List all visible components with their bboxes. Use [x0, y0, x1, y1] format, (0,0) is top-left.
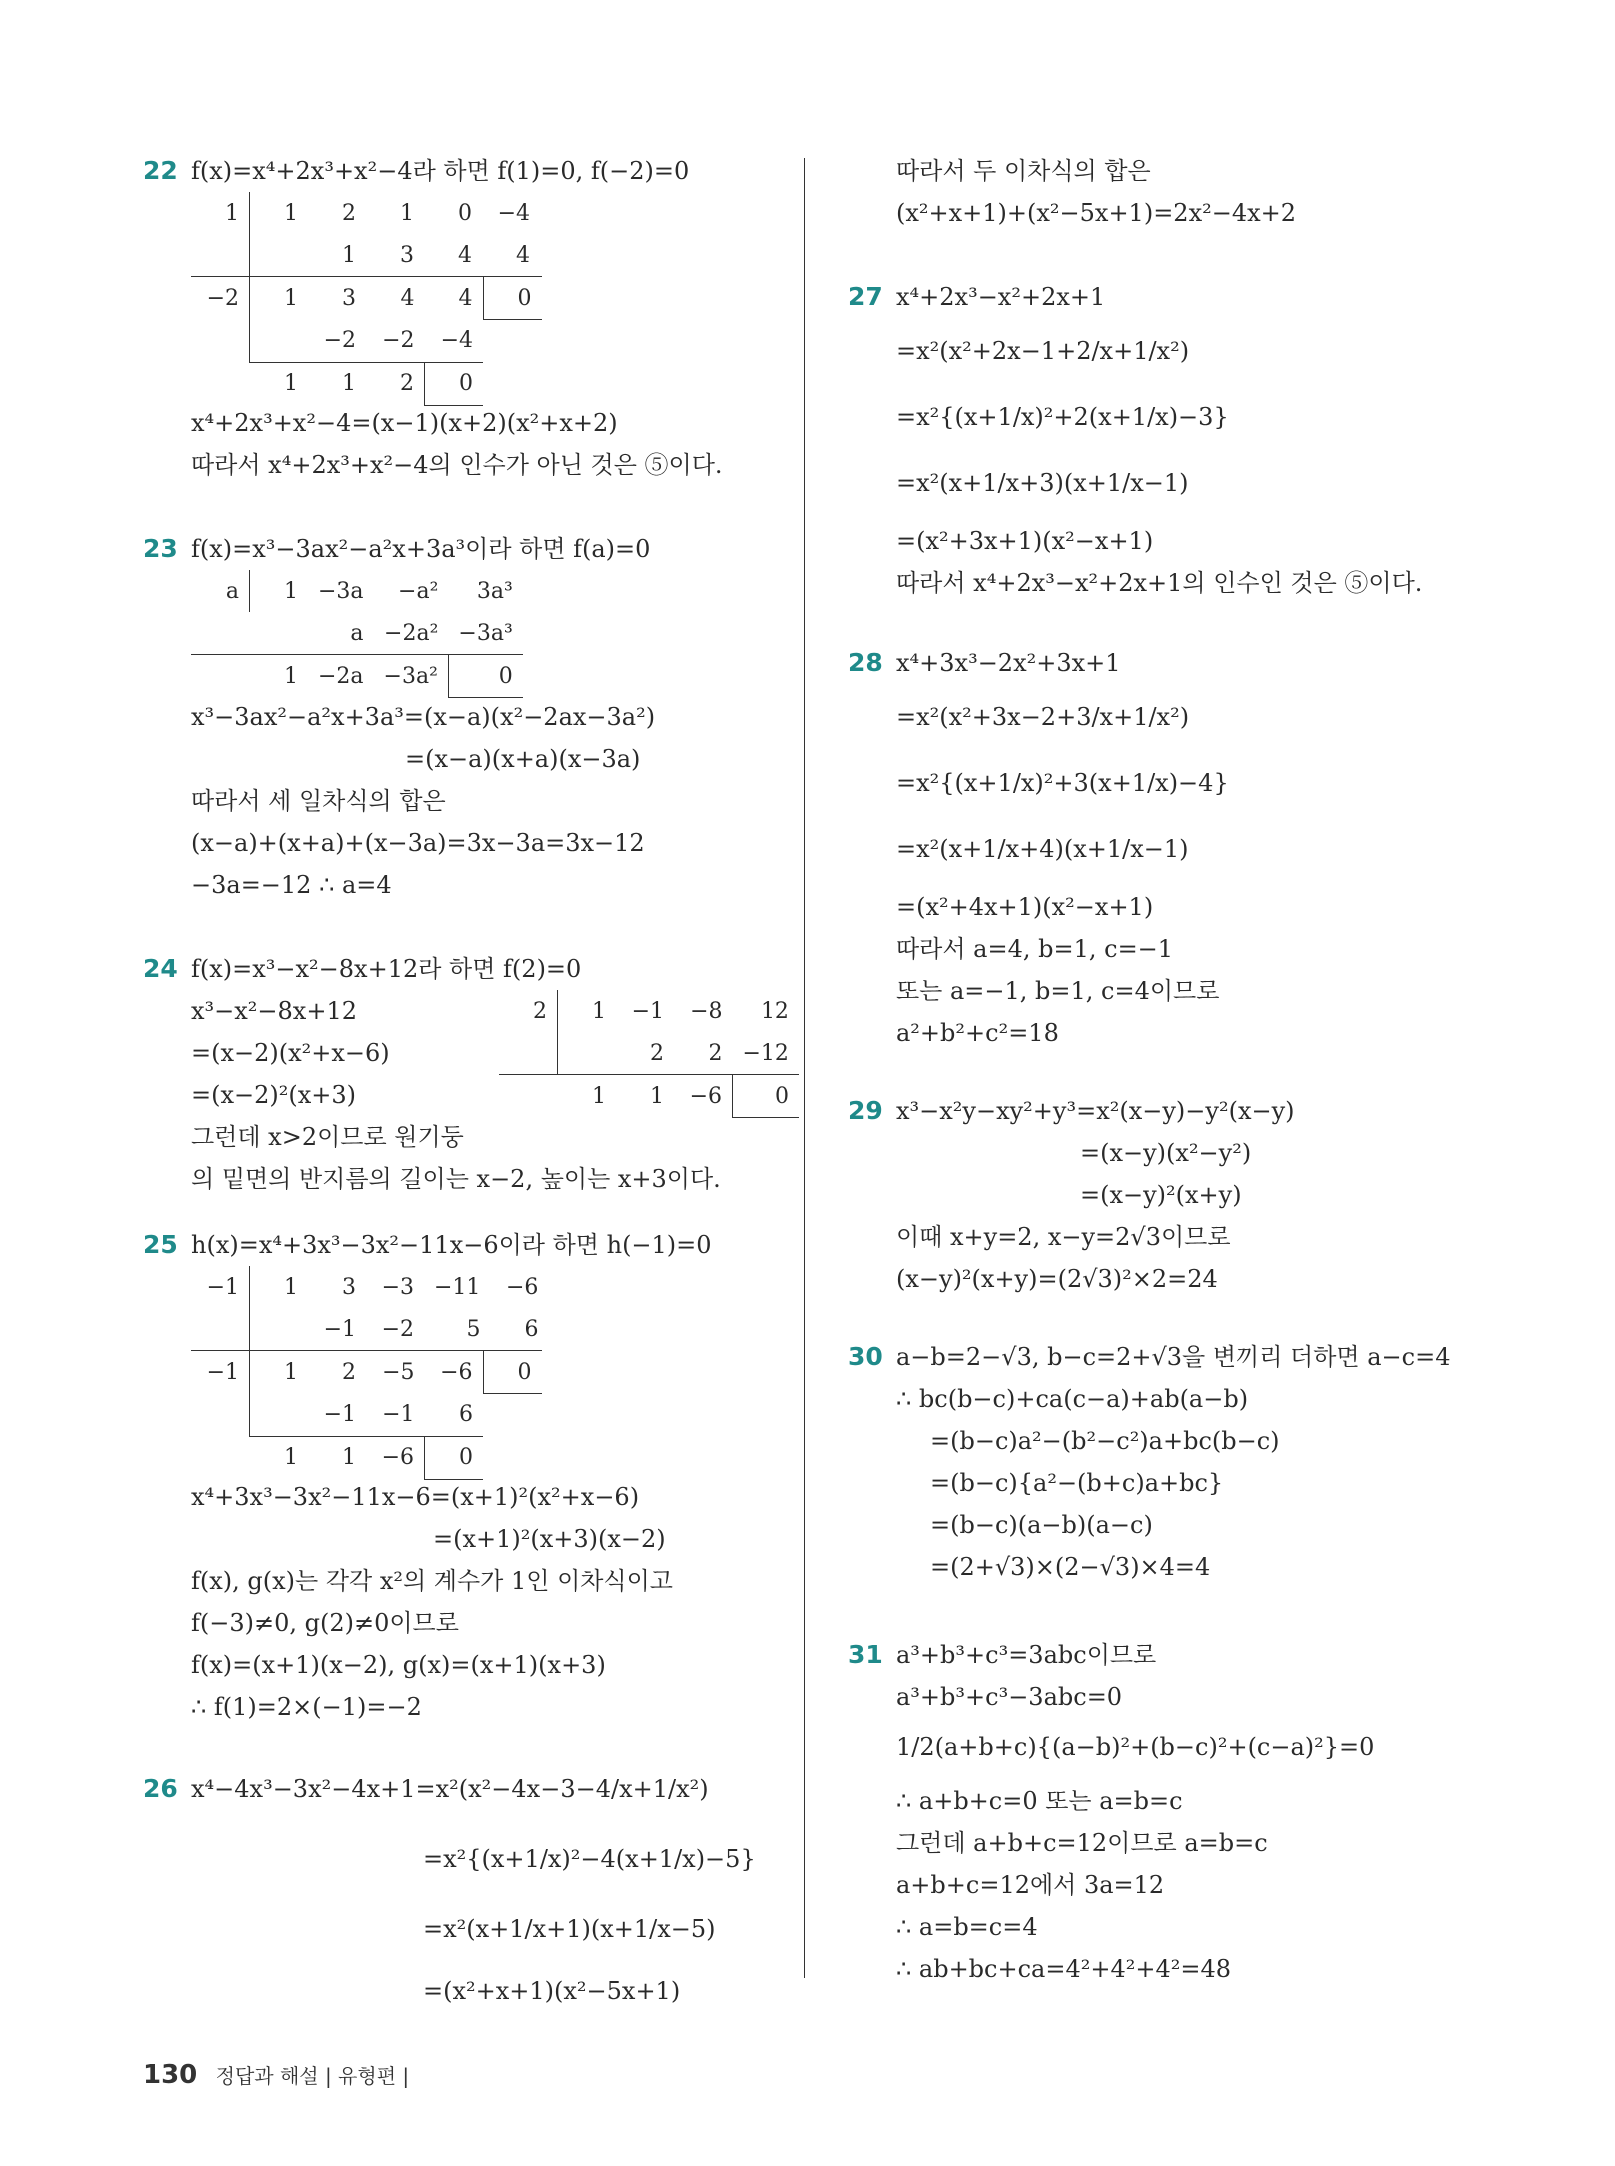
p31-line1: a³+b³+c³=3abc이므로	[896, 1641, 1157, 1669]
p23-line6: −3a=−12 ∴ a=4	[191, 871, 392, 899]
p31-line2: a³+b³+c³−3abc=0	[896, 1683, 1123, 1711]
p29-line5: (x−y)²(x+y)=(2√3)²×2=24	[896, 1265, 1218, 1293]
column-divider	[804, 158, 805, 1978]
p22-synthetic-division-1: 1 1 2 1 0 −4 1 3 4 4	[191, 192, 540, 276]
p23-line2: x³−3ax²−a²x+3a³=(x−a)(x²−2ax−3a²)	[191, 703, 656, 731]
p23-line3: =(x−a)(x+a)(x−3a)	[405, 745, 641, 773]
p31-line8: ∴ ab+bc+ca=4²+4²+4²=48	[896, 1955, 1231, 1983]
p31-line5: 그런데 a+b+c=12이므로 a=b=c	[896, 1829, 1268, 1857]
problem-number-29: 29	[848, 1096, 883, 1125]
p29-line1: x³−x²y−xy²+y³=x²(x−y)−y²(x−y)	[896, 1097, 1295, 1125]
p27-line6: 따라서 x⁴+2x³−x²+2x+1의 인수인 것은 ⑤이다.	[896, 569, 1423, 597]
p22-line2: x⁴+2x³+x²−4=(x−1)(x+2)(x²+x+2)	[191, 409, 618, 437]
p26-line2: =x²{(x+1/x)²−4(x+1/x)−5}	[423, 1845, 756, 1873]
problem-number-22: 22	[143, 156, 178, 185]
problem-number-25: 25	[143, 1230, 178, 1259]
p25-line7: ∴ f(1)=2×(−1)=−2	[191, 1693, 422, 1721]
p26-line4: =(x²+x+1)(x²−5x+1)	[423, 1977, 681, 2005]
r26-line1: 따라서 두 이차식의 합은	[896, 157, 1151, 185]
p25-line3: =(x+1)²(x+3)(x−2)	[433, 1525, 666, 1553]
p24-line1: f(x)=x³−x²−8x+12라 하면 f(2)=0	[191, 955, 582, 983]
p31-line4: ∴ a+b+c=0 또는 a=b=c	[896, 1787, 1183, 1815]
p28-line3: =x²{(x+1/x)²+3(x+1/x)−4}	[896, 769, 1229, 797]
p31-line3: 1/2(a+b+c){(a−b)²+(b−c)²+(c−a)²}=0	[896, 1733, 1375, 1761]
p27-line3: =x²{(x+1/x)²+2(x+1/x)−3}	[896, 403, 1229, 431]
p28-line5: =(x²+4x+1)(x²−x+1)	[896, 893, 1154, 921]
p30-line3: =(b−c)a²−(b²−c²)a+bc(b−c)	[930, 1427, 1280, 1455]
p25-line5: f(−3)≠0, g(2)≠0이므로	[191, 1609, 459, 1637]
p25-synthetic-division-1: −1 1 3 −3 −11 −6 −1 −2 5 6	[191, 1266, 548, 1350]
r26-line2: (x²+x+1)+(x²−5x+1)=2x²−4x+2	[896, 199, 1297, 227]
p24-line6: 의 밑면의 반지름의 길이는 x−2, 높이는 x+3이다.	[191, 1165, 721, 1193]
p24-line5: 그런데 x>2이므로 원기둥	[191, 1123, 464, 1151]
problem-number-28: 28	[848, 648, 883, 677]
p23-line4: 따라서 세 일차식의 합은	[191, 787, 446, 815]
p28-line1: x⁴+3x³−2x²+3x+1	[896, 649, 1121, 677]
p22-line1: f(x)=x⁴+2x³+x²−4라 하면 f(1)=0, f(−2)=0	[191, 157, 690, 185]
p30-line1: a−b=2−√3, b−c=2+√3을 변끼리 더하면 a−c=4	[896, 1343, 1451, 1371]
p28-line7: 또는 a=−1, b=1, c=4이므로	[896, 977, 1220, 1005]
p24-line2: x³−x²−8x+12	[191, 997, 357, 1025]
p22-synthetic-division-2: −2 1 3 4 4 0 −2 −2 −4 1 1 2 0	[191, 276, 542, 406]
p23-line5: (x−a)+(x+a)+(x−3a)=3x−3a=3x−12	[191, 829, 645, 857]
p25-line1: h(x)=x⁴+3x³−3x²−11x−6이라 하면 h(−1)=0	[191, 1231, 712, 1259]
p26-line1: x⁴−4x³−3x²−4x+1=x²(x²−4x−3−4/x+1/x²)	[191, 1775, 709, 1803]
p25-line6: f(x)=(x+1)(x−2), g(x)=(x+1)(x+3)	[191, 1651, 606, 1679]
problem-number-24: 24	[143, 954, 178, 983]
p28-line2: =x²(x²+3x−2+3/x+1/x²)	[896, 703, 1190, 731]
p28-line6: 따라서 a=4, b=1, c=−1	[896, 935, 1174, 963]
p24-line3: =(x−2)(x²+x−6)	[191, 1039, 390, 1067]
footer-title: 정답과 해설 | 유형편 |	[215, 2064, 410, 2088]
problem-number-23: 23	[143, 534, 178, 563]
p30-line4: =(b−c){a²−(b+c)a+bc}	[930, 1469, 1224, 1497]
problem-number-31: 31	[848, 1640, 883, 1669]
problem-number-30: 30	[848, 1342, 883, 1371]
p25-synthetic-division-2: −1 1 2 −5 −6 0 −1 −1 6 1 1 −6 0	[191, 1350, 542, 1480]
p30-line2: ∴ bc(b−c)+ca(c−a)+ab(a−b)	[896, 1385, 1249, 1413]
p27-line4: =x²(x+1/x+3)(x+1/x−1)	[896, 469, 1189, 497]
p24-line4: =(x−2)²(x+3)	[191, 1081, 357, 1109]
p30-line5: =(b−c)(a−b)(a−c)	[930, 1511, 1153, 1539]
page-footer	[143, 2060, 409, 2090]
page-number: 130	[143, 2060, 198, 2090]
p29-line2: =(x−y)(x²−y²)	[1080, 1139, 1252, 1167]
p26-line3: =x²(x+1/x+1)(x+1/x−5)	[423, 1915, 716, 1943]
p29-line3: =(x−y)²(x+y)	[1080, 1181, 1242, 1209]
p23-line1: f(x)=x³−3ax²−a²x+3a³이라 하면 f(a)=0	[191, 535, 651, 563]
problem-number-26: 26	[143, 1774, 178, 1803]
problem-number-27: 27	[848, 282, 883, 311]
p23-synthetic-division: a 1 −3a −a² 3a³ a −2a² −3a³ 1 −2a −3a² 0	[191, 570, 523, 698]
p24-synthetic-division: 2 1 −1 −8 12 2 2 −12 1 1 −6 0	[499, 990, 799, 1118]
p31-line7: ∴ a=b=c=4	[896, 1913, 1038, 1941]
p28-line4: =x²(x+1/x+4)(x+1/x−1)	[896, 835, 1189, 863]
p27-line1: x⁴+2x³−x²+2x+1	[896, 283, 1106, 311]
p28-line8: a²+b²+c²=18	[896, 1019, 1059, 1047]
p22-line3: 따라서 x⁴+2x³+x²−4의 인수가 아닌 것은 ⑤이다.	[191, 451, 723, 479]
p27-line5: =(x²+3x+1)(x²−x+1)	[896, 527, 1154, 555]
p25-line4: f(x), g(x)는 각각 x²의 계수가 1인 이차식이고	[191, 1567, 673, 1595]
p31-line6: a+b+c=12에서 3a=12	[896, 1871, 1165, 1899]
p30-line6: =(2+√3)×(2−√3)×4=4	[930, 1553, 1211, 1581]
p27-line2: =x²(x²+2x−1+2/x+1/x²)	[896, 337, 1190, 365]
p25-line2: x⁴+3x³−3x²−11x−6=(x+1)²(x²+x−6)	[191, 1483, 640, 1511]
p29-line4: 이때 x+y=2, x−y=2√3이므로	[896, 1223, 1231, 1251]
